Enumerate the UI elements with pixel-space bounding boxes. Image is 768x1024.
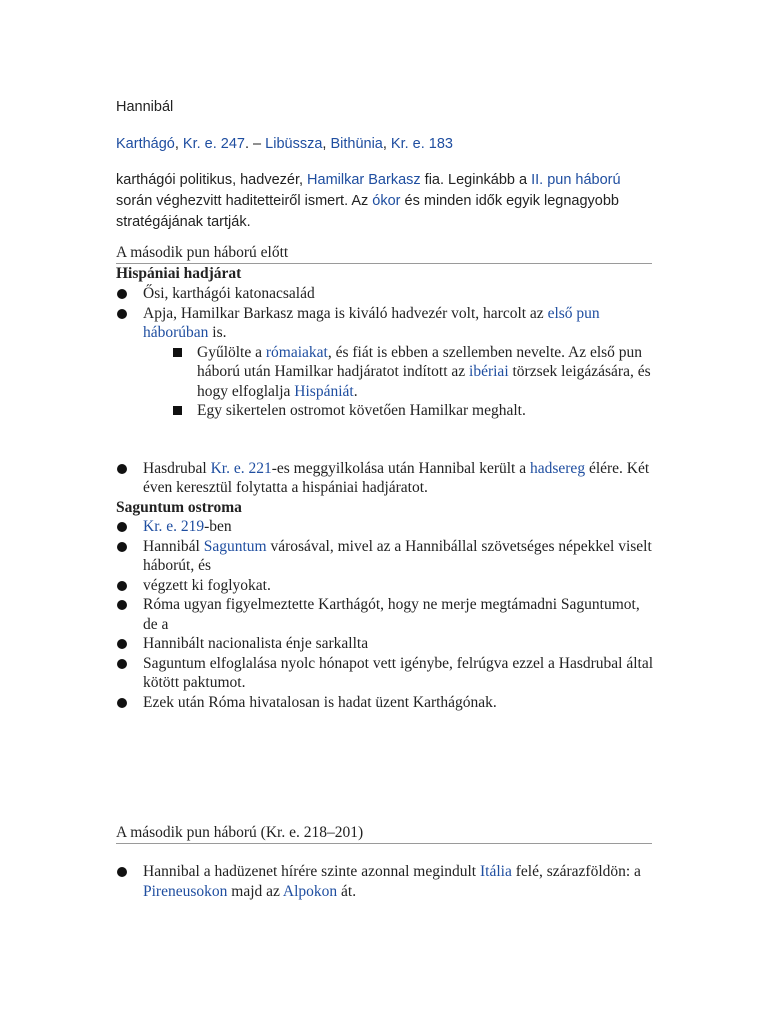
- page-title: Hannibál: [116, 99, 174, 115]
- bullet-list-second-war: [116, 862, 656, 901]
- intro-paragraph: karthágói politikus, hadvezér, Hamilkar Barkasz fia. Leginkább a II. pun háború során véghezvitt haditetteiről ismert. Az ókor és minden idők egyik legnagyobb stratégájának tartják.: [116, 172, 621, 230]
- section-heading-before-war: A második pun háború előtt: [116, 244, 652, 264]
- link-alpokon[interactable]: Alpokon: [282, 882, 338, 900]
- section-second-punic-war: [116, 824, 656, 901]
- subheading-saguntum-siege: Saguntum ostroma: [116, 498, 242, 516]
- link-libussza[interactable]: Libüssza: [265, 136, 323, 152]
- link-pireneusokon[interactable]: Pireneusokon: [143, 882, 228, 900]
- sub-list-hamilkar: [143, 343, 656, 421]
- link-karthago[interactable]: Karthágó: [116, 136, 175, 152]
- list-item: Róma ugyan figyelmeztette Karthágót, hogy ne merje megtámadni Saguntumot, de a: [116, 595, 656, 634]
- bullet-list-hispania: [116, 284, 656, 498]
- link-birth-year[interactable]: Kr. e. 247: [182, 136, 245, 152]
- subheading-hispania-campaign: Hispániai hadjárat: [116, 265, 242, 282]
- link-bithunia[interactable]: Bithünia: [330, 136, 383, 152]
- link-hamilkar-barkasz[interactable]: Hamilkar Barkasz: [307, 172, 421, 188]
- link-death-year[interactable]: Kr. e. 183: [390, 136, 453, 152]
- life-dates-line: Karthágó, Kr. e. 247. – Libüssza, Bithünia, Kr. e. 183: [116, 136, 453, 152]
- link-iberiai[interactable]: ibériai: [469, 363, 509, 380]
- list-item: Hannibal a hadüzenet hírére szinte azonnal megindult Itália felé, szárazföldön: a Pireneusokon majd az Alpokon át.: [116, 862, 656, 901]
- list-item: Egy sikertelen ostromot követően Hamilkar meghalt.: [170, 401, 656, 421]
- section-before-war: [116, 244, 656, 712]
- list-item: Hasdrubal Kr. e. 221-es meggyilkolása után Hannibal került a hadsereg élére. Két éven keresztül folytatta a hispániai hadjáratot.: [116, 459, 656, 498]
- list-item: Apja, Hamilkar Barkasz maga is kiváló hadvezér volt, harcolt az első pun háborúban is. Gyűlölte a rómaiakat, és fiát is ebben a szellemben nevelte. Az első pun háború után Hamilkar hadjáratot indított az ibériai törzsek leigázására, és hogy elfoglalja Hispániát. Egy sikertelen ostromot követően Hamilkar meghalt.: [116, 304, 656, 421]
- list-item: Saguntum elfoglalása nyolc hónapot vett igénybe, felrúgva ezzel a Hasdrubal által kötött paktumot.: [116, 654, 656, 693]
- list-item: Ezek után Róma hivatalosan is hadat üzent Karthágónak.: [116, 693, 656, 713]
- link-kr-e-221[interactable]: Kr. e. 221: [210, 459, 272, 477]
- section-heading-second-punic-war: A második pun háború (Kr. e. 218–201): [116, 824, 652, 844]
- link-hadsereg[interactable]: hadsereg: [529, 459, 586, 477]
- list-item: Hannibál Saguntum városával, mivel az a Hannibállal szövetséges népekkel viselt háborút, és: [116, 537, 656, 576]
- link-first-punic-war[interactable]: első pun háborúban: [143, 304, 600, 341]
- list-item: Ősi, karthágói katonacsalád: [116, 284, 656, 304]
- list-item: Hannibált nacionalista énje sarkallta: [116, 634, 656, 654]
- list-item: végzett ki foglyokat.: [116, 576, 656, 596]
- bullet-list-saguntum: [116, 517, 656, 712]
- list-item: Gyűlölte a rómaiakat, és fiát is ebben a szellemben nevelte. Az első pun háború után Hamilkar hadjáratot indított az ibériai törzsek leigázására, és hogy elfoglalja Hispániát.: [170, 343, 656, 402]
- link-okor[interactable]: ókor: [372, 193, 401, 209]
- link-hispaniat[interactable]: Hispániát: [294, 382, 354, 400]
- link-romaiakat[interactable]: rómaiakat: [265, 343, 328, 361]
- link-saguntum[interactable]: Saguntum: [203, 537, 267, 555]
- list-item: Kr. e. 219-ben: [116, 517, 656, 537]
- link-kr-e-219[interactable]: Kr. e. 219: [143, 518, 205, 535]
- link-second-punic-war[interactable]: II. pun háború: [531, 172, 621, 188]
- link-italia[interactable]: Itália: [480, 863, 512, 880]
